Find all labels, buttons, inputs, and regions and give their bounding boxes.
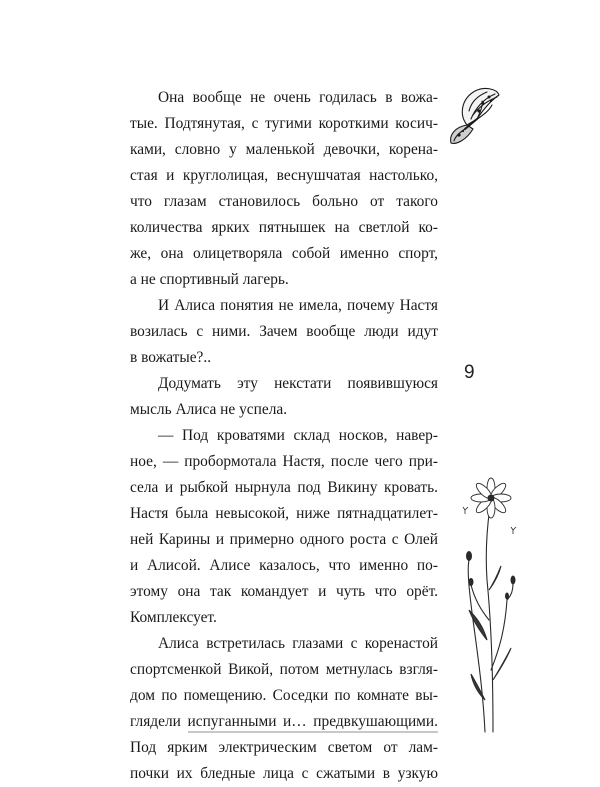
text-line: И Алиса понятия не имела, почему Настя: [158, 297, 438, 314]
text-line: спортсменкой Викой, потом метнулась взгля-: [130, 661, 438, 678]
paragraph-5: [130, 631, 438, 787]
text-line: дом по помещению. Соседки по комнате вы-: [130, 687, 438, 704]
text-line: количества ярких пятнышек на светлой ко-: [130, 219, 438, 236]
text-segment: глядели: [130, 713, 188, 730]
text-line: возилась с ними. Зачем вообще люди идут: [130, 323, 438, 340]
text-line: Комплексует.: [130, 609, 217, 626]
text-line: [130, 709, 438, 735]
text-line: а не спортивный лагерь.: [130, 271, 289, 288]
text-line: стая и круглолицая, веснушчатая настолько,: [130, 167, 438, 184]
paragraph-3: [130, 371, 438, 423]
paragraph-4: [130, 423, 438, 631]
text-line: Додумать эту некстати появившуюся: [158, 375, 438, 392]
text-line: Под ярким электрическим светом от лам-: [130, 739, 438, 756]
text-line: Она вообще не очень годилась в вожа-: [158, 89, 438, 106]
text-line: тые. Подтянутая, с тугими короткими косич-: [130, 115, 438, 132]
butterfly-icon: [445, 85, 505, 147]
text-line: что глазам становилось больно от такого: [130, 193, 438, 210]
text-line: села и рыбкой нырнула под Викину кровать.: [130, 479, 438, 496]
text-line: же, она олицетворяла собой именно спорт,: [130, 245, 438, 262]
paragraph-1: [130, 85, 438, 293]
text-line: в вожатые?..: [130, 349, 212, 366]
text-line: почки их бледные лица с сжатыми в узкую: [130, 765, 438, 782]
highlighted-text[interactable]: испуганными и… предвкушающими.: [188, 713, 439, 733]
text-line: ное, — пробормотала Настя, после чего при-: [130, 453, 438, 470]
text-line: мысль Алиса не успела.: [130, 401, 288, 418]
body-text: [130, 85, 438, 787]
text-line: этому она так командует и чуть что орёт.: [130, 583, 438, 600]
paragraph-2: [130, 293, 438, 371]
text-line: и Алисой. Алисе казалось, что именно по-: [130, 557, 438, 574]
page-number: 9: [464, 362, 475, 383]
text-line: ками, словно у маленькой девочки, корена-: [130, 141, 438, 158]
text-line: — Под кроватями склад носков, навер-: [158, 427, 438, 444]
text-line: Алиса встретилась глазами с коренастой: [158, 635, 438, 652]
text-line: Настя была невысокой, ниже пятнадцатилет-: [130, 505, 438, 522]
text-line: ней Карины и примерно одного роста с Олей: [130, 531, 438, 548]
wildflower-icon: [455, 470, 525, 740]
